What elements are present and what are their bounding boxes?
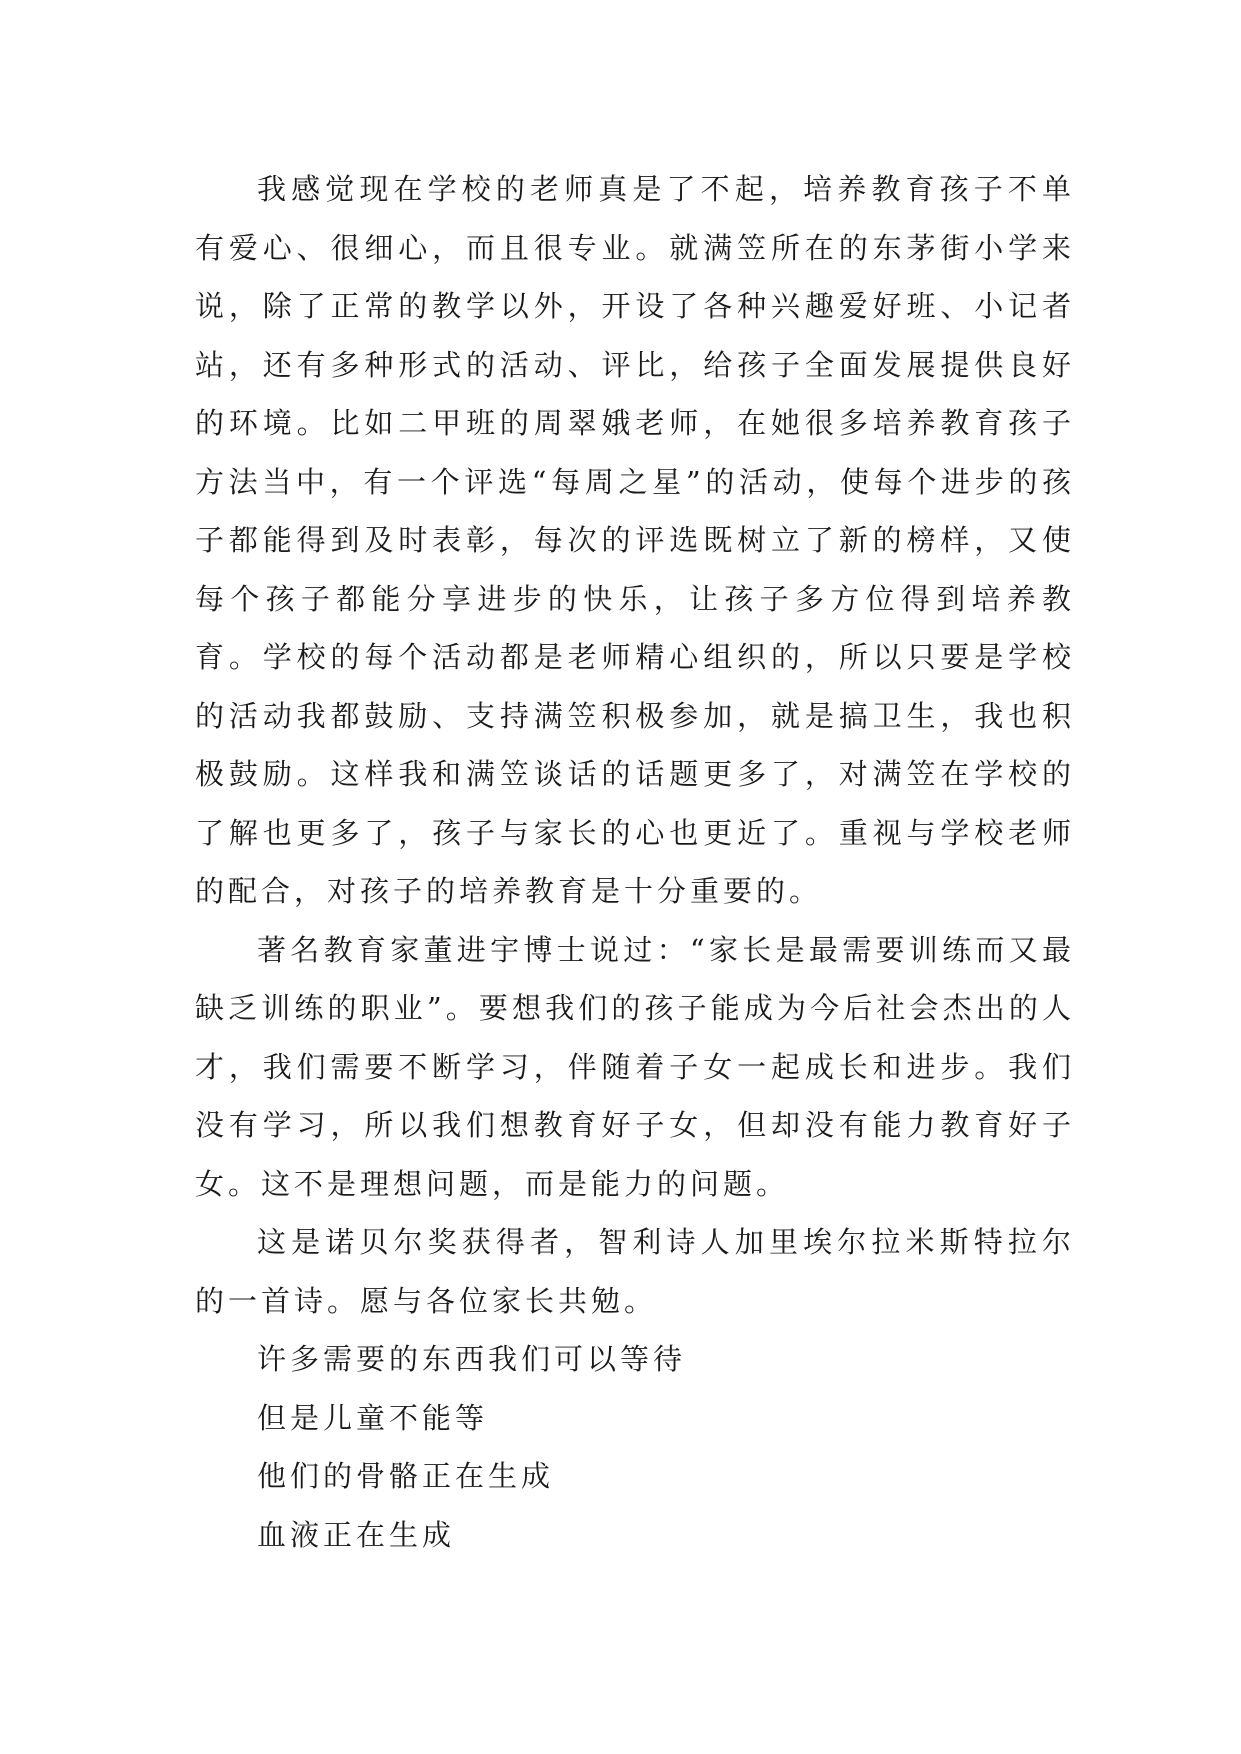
poem-line: 但是儿童不能等 <box>257 1400 489 1435</box>
paragraph-parent-training: 著名教育家董进宇博士说过：“家长是最需要训练而又最缺乏训练的职业”。要想我们的孩子能成为今后社会杰出的人才，我们需要不断学习，伴随着子女一起成长和进步。我们没有学习，所以我们想教育好子女，但却没有能力教育好子女。这不是理想问题，而是能力的问题。 <box>195 932 1075 1201</box>
paragraph-poem-intro: 这是诺贝尔奖获得者，智利诗人加里埃尔拉米斯特拉尔的一首诗。愿与各位家长共勉。 <box>195 1225 1075 1318</box>
document-body <box>195 160 1075 1564</box>
paragraph-teachers: 我感觉现在学校的老师真是了不起，培养教育孩子不单有爱心、很细心，而且很专业。就满笠所在的东茅街小学来说，除了正常的教学以外，开设了各种兴趣爱好班、小记者站，还有多种形式的活动、评比，给孩子全面发展提供良好的环境。比如二甲班的周翠娥老师，在她很多培养教育孩子方法当中，有一个评选“每周之星”的活动，使每个进步的孩子都能得到及时表彰，每次的评选既树立了新的榜样，又使每个孩子都能分享进步的快乐，让孩子多方位得到培养教育。学校的每个活动都是老师精心组织的，所以只要是学校的活动我都鼓励、支持满笠积极参加，就是搞卫生，我也积极鼓励。这样我和满笠谈话的话题更多了，对满笠在学校的了解也更多了，孩子与家长的心也更近了。重视与学校老师的配合，对孩子的培养教育是十分重要的。 <box>195 172 1075 908</box>
poem-line: 血液正在生成 <box>257 1517 456 1552</box>
poem-line: 许多需要的东西我们可以等待 <box>257 1342 687 1376</box>
poem-line: 他们的骨骼正在生成 <box>257 1459 555 1493</box>
